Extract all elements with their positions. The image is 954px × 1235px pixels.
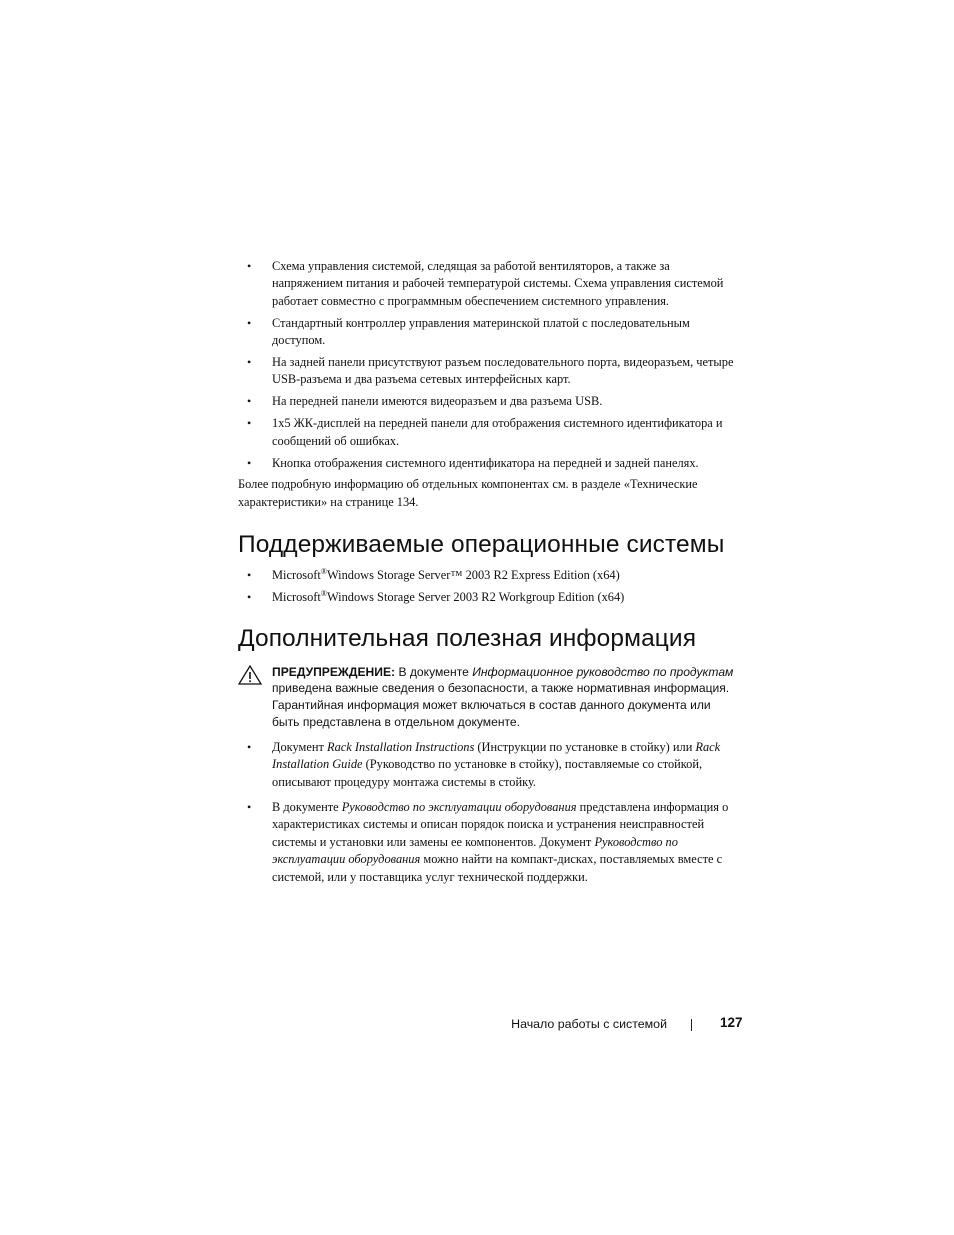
bullet-icon: •	[247, 416, 252, 431]
bullet-icon: •	[247, 800, 252, 814]
list-item: • Microsoft®Windows Storage Server™ 2003 R2 Express Edition (x64)	[238, 567, 738, 584]
list-item: • 1x5 ЖК-дисплей на передней панели для отображения системного идентификатора и сообщений об ошибках.	[247, 416, 723, 448]
section-heading-additional-info: Дополнительная полезная информация	[238, 624, 697, 652]
warning-triangle-icon	[238, 665, 262, 690]
list-item: • Документ Rack Installation Instructions (Инструкции по установке в стойку) или Rack Installation Guide (Руководство по установке в стойку), поставляемые со стойкой, описывают процедуру монтажа системы в стойку.	[247, 739, 721, 789]
page-content	[238, 258, 738, 894]
bullet-icon: •	[247, 568, 252, 583]
bullet-icon: •	[247, 455, 252, 470]
os-list	[238, 567, 738, 606]
doc-title: Руководство по эксплуатации оборудования	[272, 834, 678, 867]
bullet-icon: •	[247, 315, 252, 330]
bullet-icon: •	[247, 394, 252, 409]
components-reference-paragraph: Более подробную информацию об отдельных компонентах см. в разделе «Технические характеристики» на странице 134.	[238, 477, 698, 509]
list-item: • Стандартный контроллер управления материнской платой с последовательным доступом.	[247, 315, 690, 348]
bullet-icon: •	[247, 259, 252, 273]
list-item: • Microsoft®Windows Storage Server 2003 R2 Workgroup Edition (x64)	[238, 589, 738, 606]
bullet-icon: •	[247, 590, 252, 605]
warning-title: ПРЕДУПРЕЖДЕНИЕ:	[272, 664, 396, 679]
section-heading-supported-os: Поддерживаемые операционные системы	[238, 531, 725, 559]
footer-separator	[691, 1019, 692, 1031]
documentation-list	[238, 739, 738, 886]
page-number: 127	[720, 1015, 743, 1030]
list-item: • На задней панели присутствуют разъем последовательного порта, видеоразъем, четыре USB-разъема и два разъема сетевых интерфейсных карт.	[247, 355, 734, 387]
warning-note: ПРЕДУПРЕЖДЕНИЕ: В документе Информационное руководство по продуктам приведена важные сведения о безопасности, а также нормативная информация. Гарантийная информация может включаться в состав данного документа или быть представлена в отдельном документе.	[238, 664, 738, 731]
bullet-icon: •	[247, 739, 252, 754]
list-item: • Схема управления системой, следящая за работой вентиляторов, а также за напряжением питания и рабочей температурой системы. Схема управления системой работает совместно с программным обеспечением системного управления.	[247, 259, 724, 308]
page-footer	[0, 1015, 954, 1035]
doc-title: Информационное руководство по продуктам	[472, 664, 734, 679]
list-item: • В документе Руководство по эксплуатации оборудования представлена информация о характеристиках системы и описан порядок поиска и устранения неисправностей системы и установки или замены ее компонентов. Документ Руководство по эксплуатации оборудования можно найти на компакт-дисках, поставляемых вместе с системой, или у поставщика услуг технической поддержки.	[247, 800, 729, 884]
list-item: • На передней панели имеются видеоразъем и два разъема USB.	[238, 393, 738, 410]
doc-title: Rack Installation Instructions	[327, 739, 475, 754]
feature-list	[238, 258, 738, 472]
doc-title: Руководство по эксплуатации оборудования	[341, 800, 577, 814]
footer-section-title: Начало работы с системой	[511, 1017, 667, 1031]
bullet-icon: •	[247, 355, 252, 370]
list-item: • Кнопка отображения системного идентификатора на передней и задней панелях.	[238, 455, 738, 472]
doc-title: Rack Installation Guide	[272, 739, 721, 772]
